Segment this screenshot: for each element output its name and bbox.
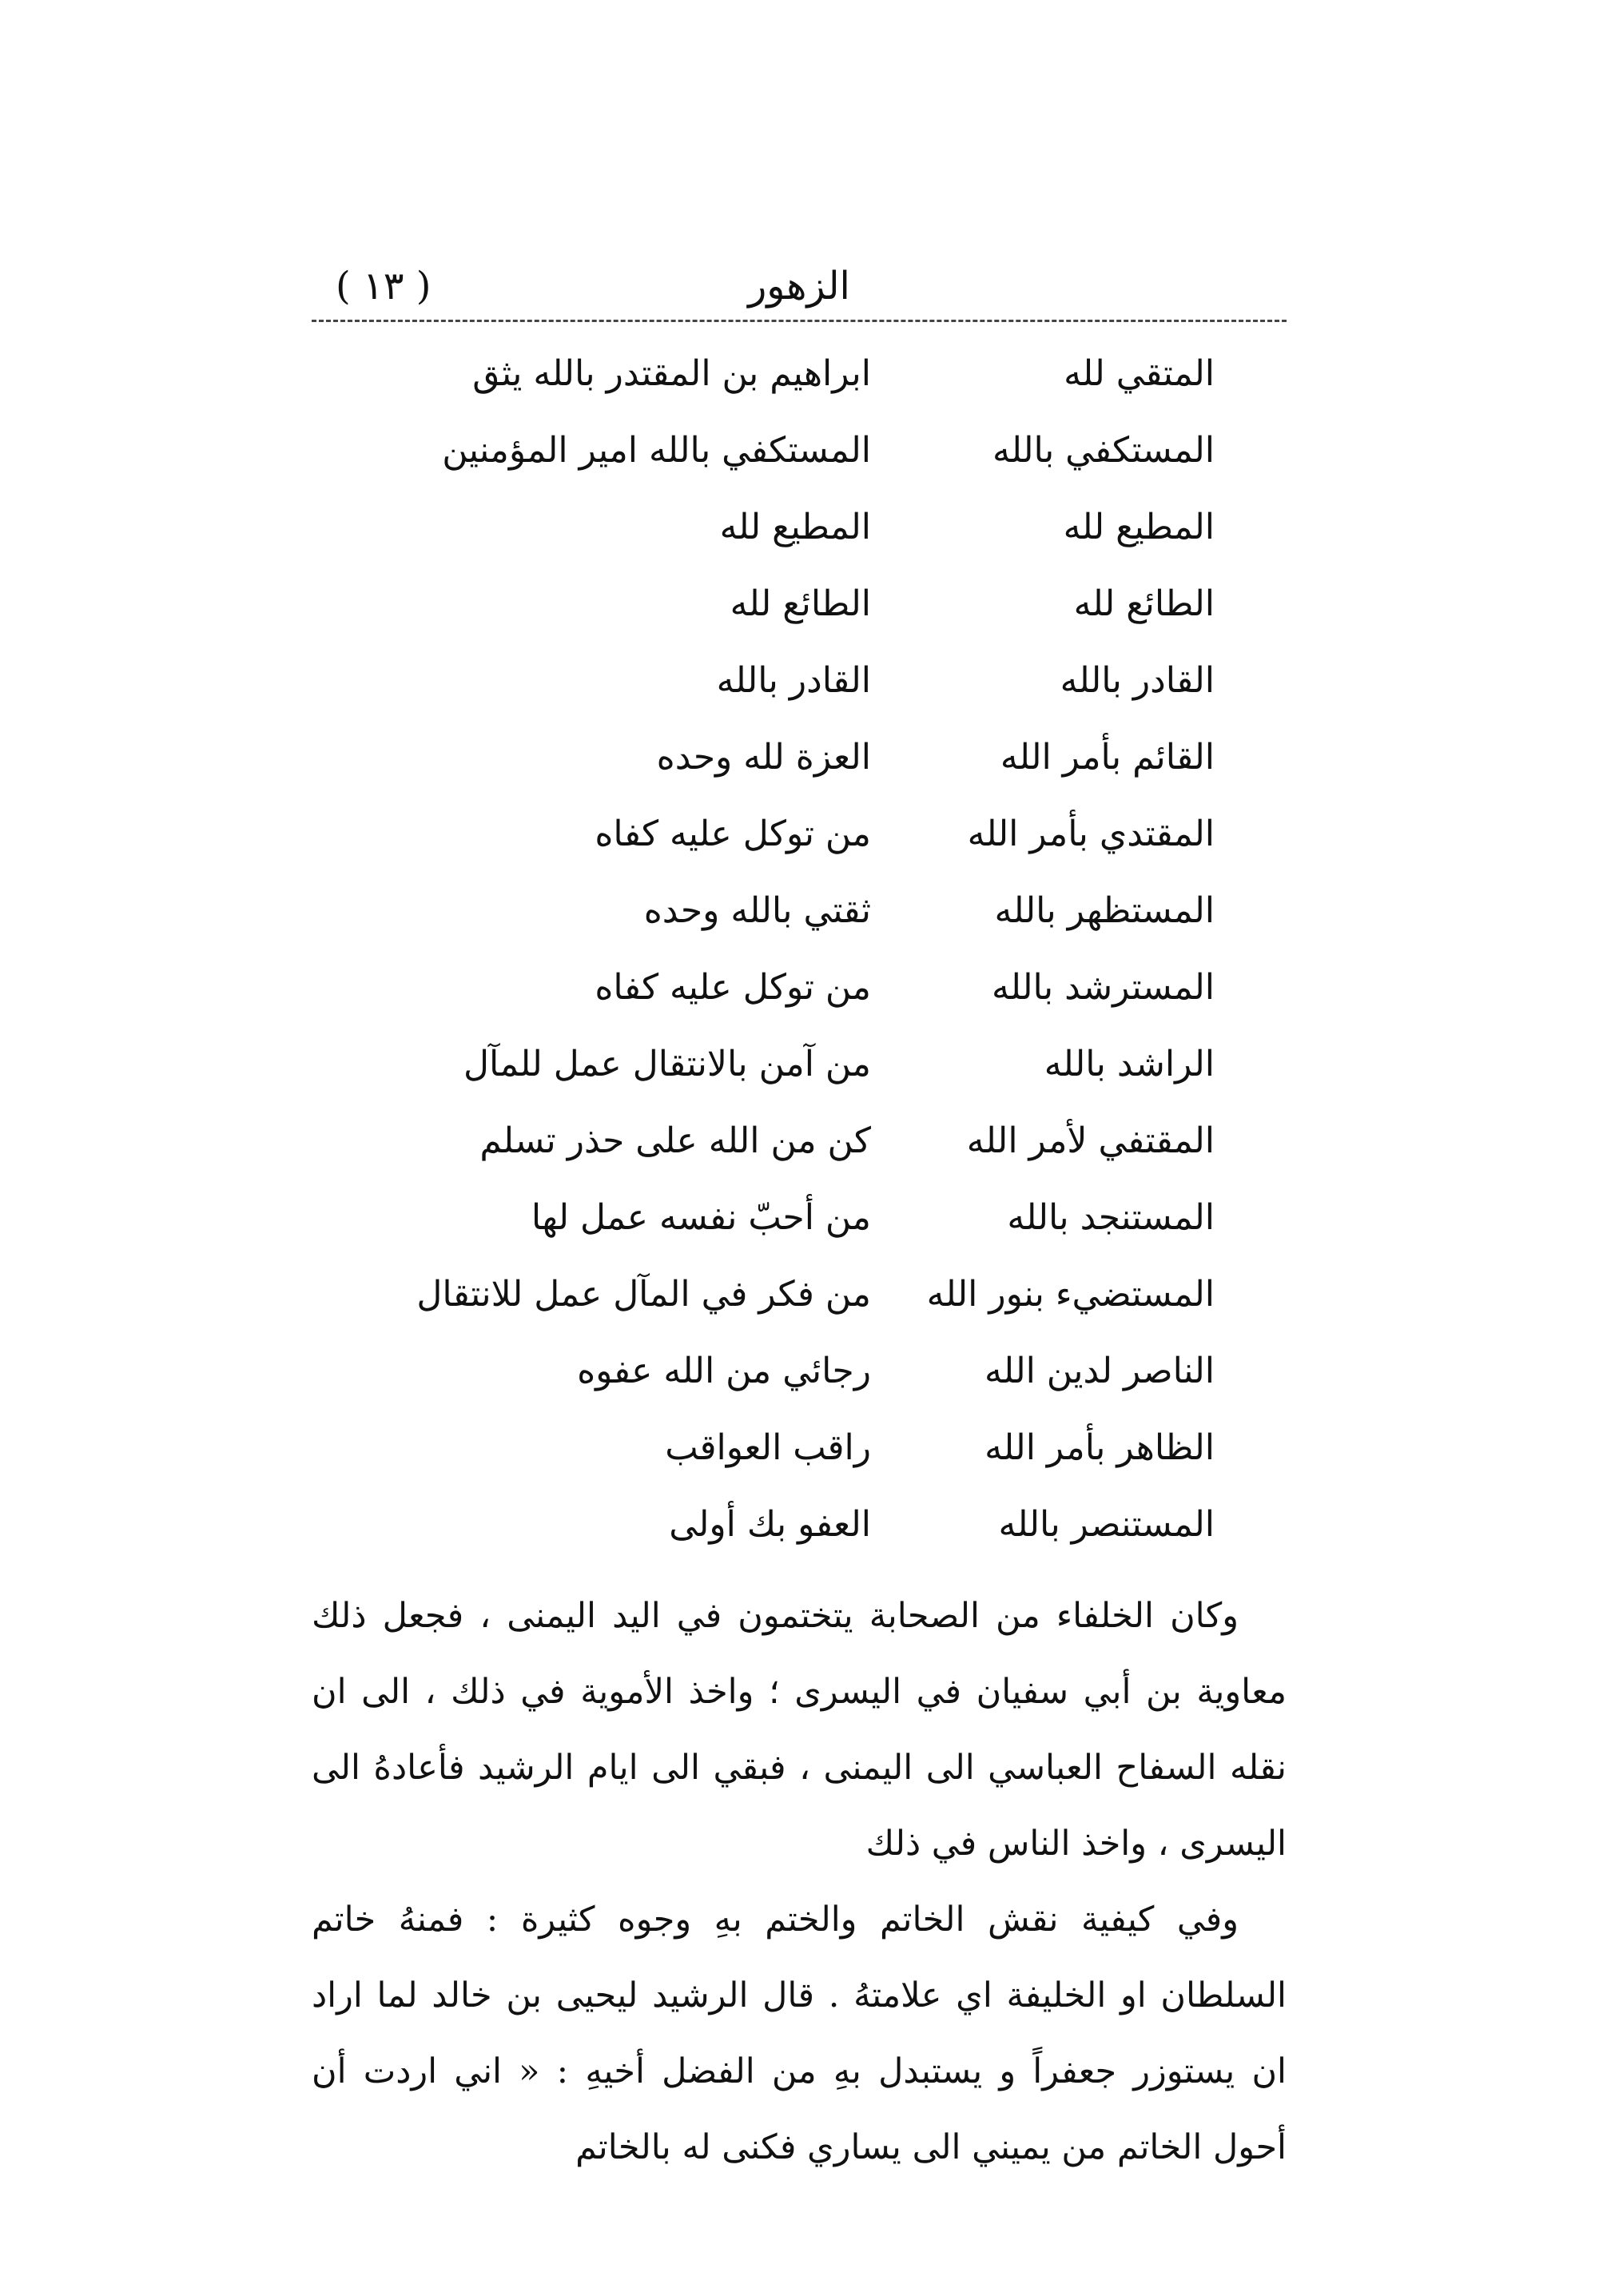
- ring-motto: من أحبّ نفسه عمل لها: [531, 1197, 871, 1238]
- caliph-name: المقتدي بأمر الله: [967, 814, 1215, 854]
- paragraph: وكان الخلفاء من الصحابة يتختمون في اليد اليمنى ، فجعل ذلك معاوية بن أبي سفيان في اليسرى ؛ واخذ الأموية في ذلك ، الى ان نقله السفاح العباسي الى اليمنى ، فبقي الى ايام الرشيد فأعادهُ الى اليسرى ، واخذ الناس في ذلك: [312, 1596, 1287, 1864]
- header-rule: [312, 320, 1287, 322]
- ring-motto: ثقتي بالله وحده: [643, 890, 871, 931]
- list-row: [312, 1410, 1287, 1486]
- caliph-name: القائم بأمر الله: [1000, 737, 1215, 778]
- list-row: [312, 566, 1287, 643]
- list-row: [312, 1256, 1287, 1333]
- list-row: [312, 1486, 1287, 1563]
- caliph-name: المستنجد بالله: [1007, 1197, 1215, 1238]
- list-row: [312, 489, 1287, 566]
- body-text: [312, 1578, 1287, 2186]
- caliph-name: الطائع لله: [1073, 583, 1215, 624]
- page-header: [312, 254, 1287, 326]
- ring-motto: كن من الله على حذر تسلم: [479, 1120, 871, 1161]
- ring-motto: العفو بك أولى: [669, 1504, 871, 1545]
- list-row: [312, 1103, 1287, 1180]
- ring-motto: العزة لله وحده: [656, 737, 871, 778]
- list-row: [312, 1180, 1287, 1256]
- ring-motto: راقب العواقب: [665, 1427, 871, 1468]
- caliph-mottos-list: [312, 336, 1287, 1563]
- page-number: ( ١٣ ): [336, 264, 432, 308]
- ring-motto: من توكل عليه كفاه: [595, 814, 871, 854]
- caliph-name: القادر بالله: [1060, 660, 1215, 701]
- caliph-name: المطيع لله: [1063, 507, 1215, 547]
- list-row: [312, 1026, 1287, 1103]
- ring-motto: ابراهيم بن المقتدر بالله يثق: [472, 353, 871, 394]
- ring-motto: الطائع لله: [730, 583, 871, 624]
- caliph-name: المقتفي لأمر الله: [966, 1120, 1215, 1161]
- caliph-name: المستكفي بالله: [992, 430, 1215, 471]
- list-row: [312, 719, 1287, 796]
- list-row: [312, 336, 1287, 412]
- list-row: [312, 412, 1287, 489]
- caliph-name: المتقي لله: [1064, 353, 1215, 394]
- list-row: [312, 643, 1287, 719]
- caliph-name: المستضيء بنور الله: [926, 1274, 1215, 1315]
- caliph-name: المسترشد بالله: [991, 967, 1215, 1008]
- caliph-name: الراشد بالله: [1044, 1044, 1215, 1084]
- ring-motto: من توكل عليه كفاه: [595, 967, 871, 1008]
- ring-motto: القادر بالله: [716, 660, 871, 701]
- list-row: [312, 796, 1287, 873]
- list-row: [312, 873, 1287, 949]
- caliph-name: المستظهر بالله: [994, 890, 1215, 931]
- list-row: [312, 949, 1287, 1026]
- running-title: الزهور: [748, 264, 850, 308]
- ring-motto: المطيع لله: [719, 507, 871, 547]
- list-row: [312, 1333, 1287, 1410]
- ring-motto: من فكر في المآل عمل للانتقال: [416, 1274, 871, 1315]
- caliph-name: الظاهر بأمر الله: [984, 1427, 1215, 1468]
- caliph-name: الناصر لدين الله: [984, 1351, 1215, 1391]
- ring-motto: من آمن بالانتقال عمل للمآل: [463, 1044, 871, 1084]
- ring-motto: رجائي من الله عفوه: [577, 1351, 871, 1391]
- caliph-name: المستنصر بالله: [998, 1504, 1215, 1545]
- ring-motto: المستكفي بالله امير المؤمنين: [442, 430, 871, 471]
- paragraph: وفي كيفية نقش الخاتم والختم بهِ وجوه كثيرة : فمنهُ خاتم السلطان او الخليفة اي علامتهُ . قال الرشيد ليحيى بن خالد لما اراد ان يستوزر جعفراً و يستبدل بهِ من الفضل أخيهِ : « اني اردت أن أحول الخاتم من يميني الى يساري فكنى له بالخاتم: [312, 1900, 1287, 2167]
